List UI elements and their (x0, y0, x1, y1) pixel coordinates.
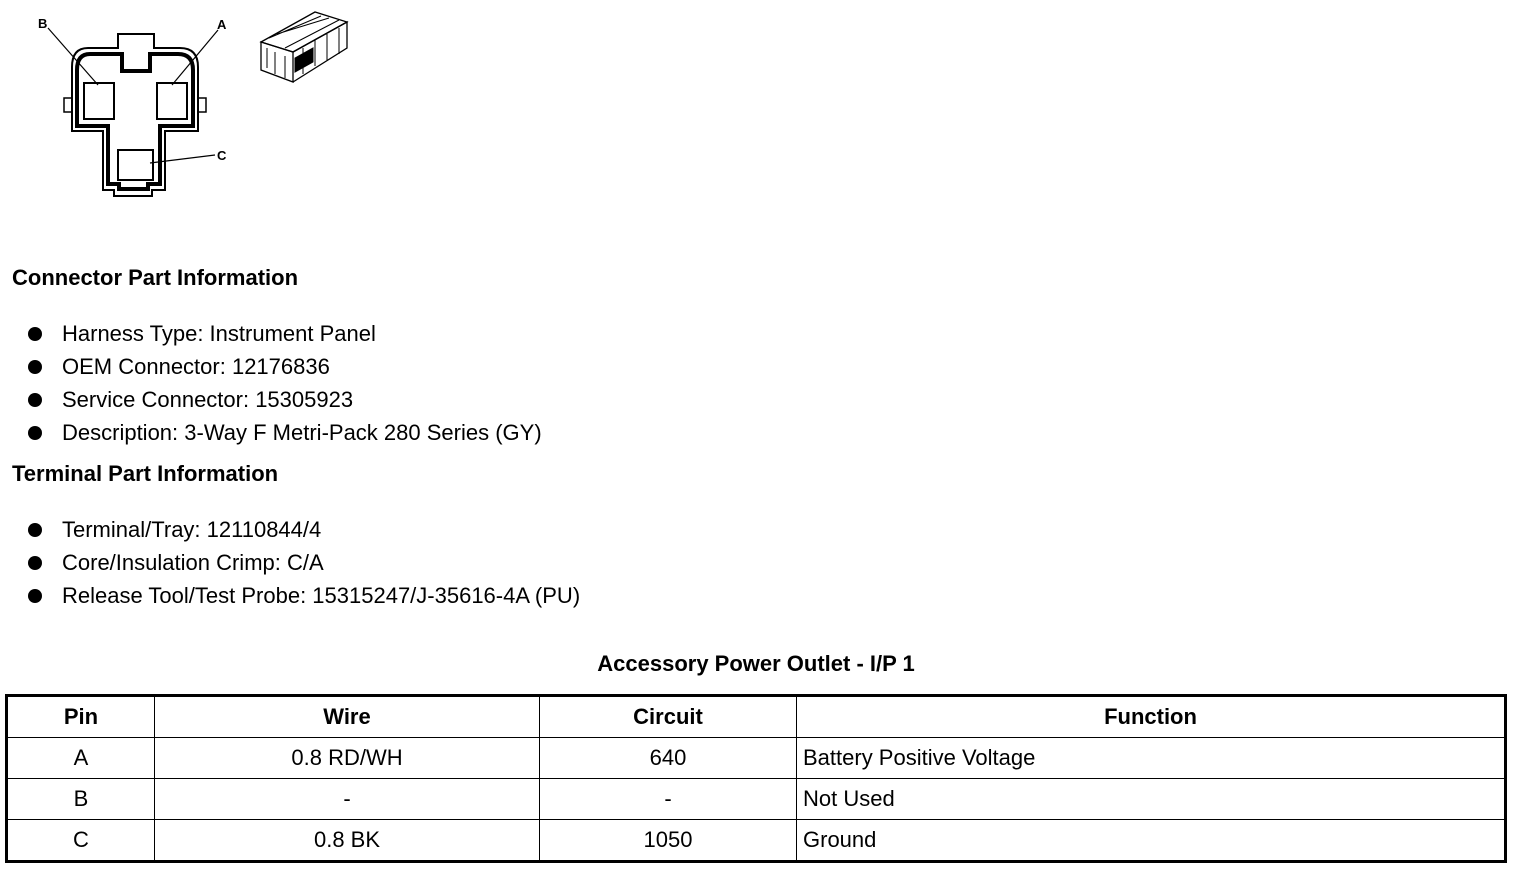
bullet-icon (28, 393, 42, 407)
cell-wire: 0.8 RD/WH (155, 738, 540, 779)
iso-front-face (261, 42, 293, 82)
list-item (28, 579, 580, 612)
list-item-text: Release Tool/Test Probe: 15315247/J-35616-4A (PU) (62, 582, 581, 608)
connector-outer-outline (72, 34, 198, 196)
list-item (28, 416, 542, 449)
connector-inner-outline (77, 54, 193, 189)
table-row (7, 738, 1506, 779)
pin-label-b: B (38, 16, 48, 31)
bullet-icon (28, 360, 42, 374)
cell-circuit: 640 (540, 738, 797, 779)
list-item-text: Harness Type: Instrument Panel (62, 320, 376, 346)
table-header-row (7, 696, 1506, 738)
cavity-a (157, 83, 187, 119)
cell-circuit: - (540, 779, 797, 820)
right-latch (198, 98, 206, 112)
connector-part-info-heading: Connector Part Information (12, 265, 299, 290)
cell-pin: B (7, 779, 155, 820)
terminal-part-info-heading: Terminal Part Information (12, 461, 279, 486)
list-item (28, 513, 580, 546)
cell-wire: 0.8 BK (155, 820, 540, 862)
cavity-b (84, 83, 114, 119)
header-function: Function (797, 696, 1506, 738)
list-item-text: Core/Insulation Crimp: C/A (62, 549, 324, 575)
header-wire: Wire (155, 696, 540, 738)
bullet-icon (28, 327, 42, 341)
bullet-icon (28, 589, 42, 603)
cell-pin: A (7, 738, 155, 779)
list-item (28, 383, 542, 416)
cell-function: Not Used (797, 779, 1506, 820)
bullet-icon (28, 426, 42, 440)
header-circuit: Circuit (540, 696, 797, 738)
cell-function: Ground (797, 820, 1506, 862)
table-title: Accessory Power Outlet - I/P 1 (597, 651, 915, 676)
cell-function: Battery Positive Voltage (797, 738, 1506, 779)
pin-table (5, 694, 1507, 863)
list-item (28, 317, 542, 350)
header-pin: Pin (7, 696, 155, 738)
connector-face-diagram (30, 10, 240, 200)
list-item (28, 350, 542, 383)
left-latch (64, 98, 72, 112)
iso-latch (295, 48, 313, 72)
table-row (7, 779, 1506, 820)
cell-circuit: 1050 (540, 820, 797, 862)
bullet-icon (28, 556, 42, 570)
cell-wire: - (155, 779, 540, 820)
table-row (7, 820, 1506, 862)
list-item-text: Service Connector: 15305923 (62, 386, 354, 412)
connector-isometric-view (255, 8, 355, 88)
list-item-text: Description: 3-Way F Metri-Pack 280 Series (GY) (62, 419, 542, 445)
bullet-icon (28, 523, 42, 537)
cell-pin: C (7, 820, 155, 862)
list-item-text: OEM Connector: 12176836 (62, 353, 330, 379)
terminal-part-info-list (28, 513, 580, 612)
list-item (28, 546, 580, 579)
pin-label-a: A (217, 17, 227, 32)
list-item-text: Terminal/Tray: 12110844/4 (62, 516, 322, 542)
connector-part-info-list (28, 317, 542, 449)
cavity-c (118, 150, 153, 180)
pin-label-c: C (217, 148, 227, 163)
